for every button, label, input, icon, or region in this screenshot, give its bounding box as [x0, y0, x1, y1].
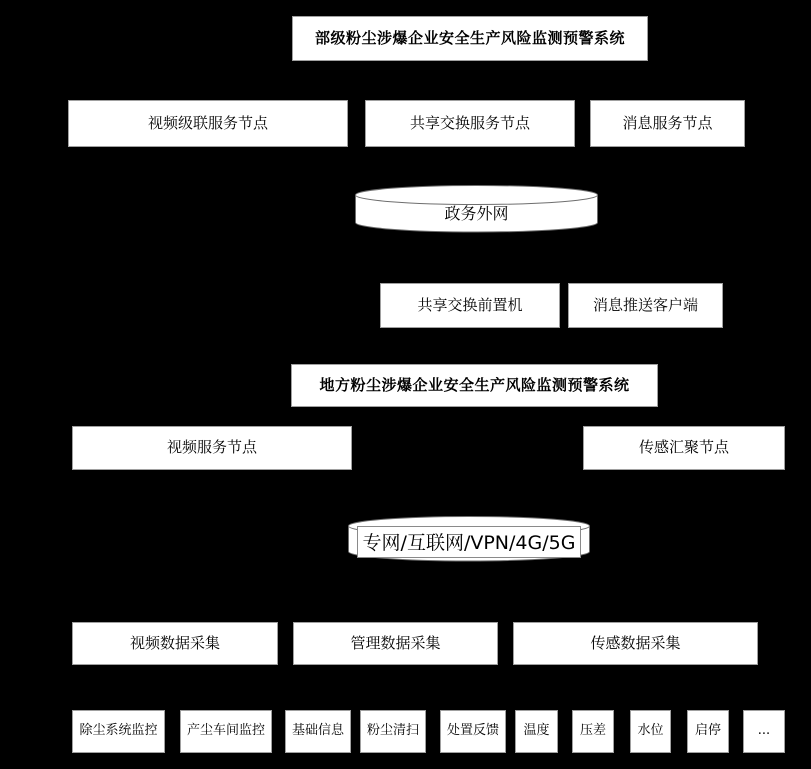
cylinder-label: 政务外网 [444, 203, 509, 223]
network-label-text: 专网/互联网/VPN/4G/5G [357, 526, 582, 558]
node-network-govt-extranet [355, 185, 598, 233]
node-share-exchange-frontend: 共享交换前置机 [380, 283, 560, 328]
node-video-data-collection: 视频数据采集 [72, 622, 278, 665]
node-water-level: 水位 [630, 710, 671, 753]
node-video-cascade-service: 视频级联服务节点 [68, 100, 348, 147]
node-sensor-aggregation: 传感汇聚节点 [583, 426, 785, 470]
node-dust-cleaning: 粉尘清扫 [360, 710, 426, 753]
node-message-service: 消息服务节点 [590, 100, 745, 147]
node-network-private [348, 516, 590, 562]
node-dust-removal-monitoring: 除尘系统监控 [72, 710, 165, 753]
node-video-service: 视频服务节点 [72, 426, 352, 470]
node-more-ellipsis: ... [743, 710, 785, 753]
node-share-exchange-service: 共享交换服务节点 [365, 100, 575, 147]
node-sensor-data-collection: 传感数据采集 [513, 622, 758, 665]
node-dust-workshop-monitoring: 产尘车间监控 [180, 710, 272, 753]
cylinder-label [348, 527, 590, 557]
node-start-stop: 启停 [687, 710, 729, 753]
node-temperature: 温度 [515, 710, 558, 753]
node-disposal-feedback: 处置反馈 [440, 710, 506, 753]
node-basic-info: 基础信息 [285, 710, 351, 753]
node-pressure-difference: 压差 [572, 710, 614, 753]
node-local-system: 地方粉尘涉爆企业安全生产风险监测预警系统 [291, 364, 658, 407]
node-management-data-collection: 管理数据采集 [293, 622, 498, 665]
node-ministry-system: 部级粉尘涉爆企业安全生产风险监测预警系统 [292, 16, 648, 61]
node-message-push-client: 消息推送客户端 [568, 283, 723, 328]
